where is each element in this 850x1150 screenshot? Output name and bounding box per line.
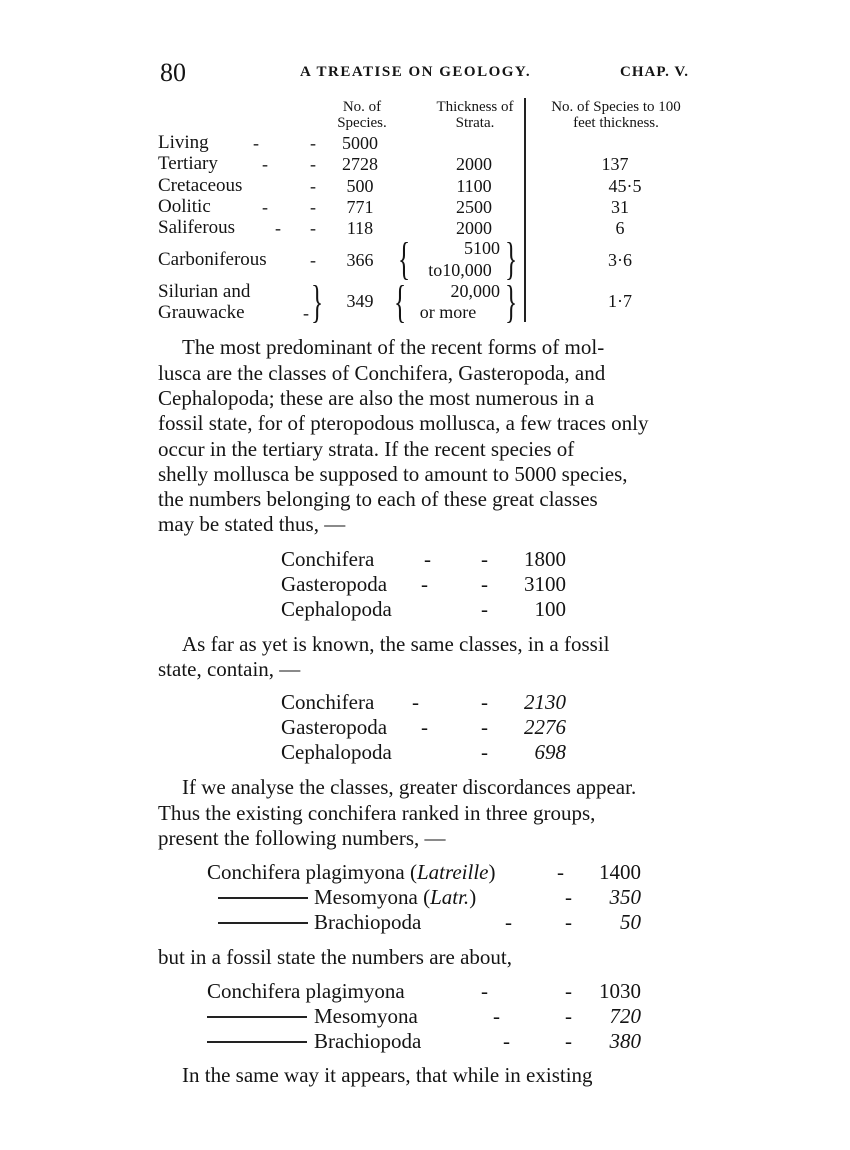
- right-brace: }: [310, 276, 324, 327]
- right-brace: }: [504, 233, 518, 284]
- list-item-value: 2130: [524, 690, 566, 714]
- leader-dash: -: [565, 885, 572, 909]
- table-header-thickness: Thickness of Strata.: [436, 99, 514, 131]
- list-item-name: Brachiopoda: [314, 910, 422, 934]
- leader-dash: -: [424, 547, 431, 571]
- list-item-name: Cephalopoda: [281, 740, 392, 764]
- leader-dash: -: [310, 154, 316, 174]
- text-line: Cephalopoda; these are also the most numerous in a: [158, 386, 595, 410]
- text-line: As far as yet is known, the same classes, in a fossil: [182, 632, 610, 656]
- table-cell-species: 500: [346, 176, 374, 196]
- leader-dash: -: [481, 715, 488, 739]
- table-cell-thickness-lower: to10,000: [428, 260, 492, 280]
- leader-dash: -: [262, 197, 268, 217]
- text-line: If we analyse the classes, greater discordances appear.: [182, 775, 637, 799]
- table-cell-species: 349: [346, 291, 374, 311]
- left-brace: {: [397, 233, 411, 284]
- authority: Latreille: [416, 860, 489, 884]
- list-item-value: 720: [609, 1004, 641, 1028]
- ditto-rule: [218, 897, 308, 899]
- leader-dash: -: [565, 1029, 572, 1053]
- table-cell-ratio: 3·6: [608, 250, 632, 270]
- text-line: The most predominant of the recent forms of mol-: [182, 335, 605, 359]
- paren: ): [488, 860, 496, 884]
- table-row-label: Cretaceous: [158, 175, 243, 196]
- leader-dash: -: [493, 1004, 500, 1028]
- list-item-name: Gasteropoda: [281, 715, 388, 739]
- table-cell-species: 771: [346, 197, 374, 217]
- list-item-name: Mesomyona: [314, 1004, 418, 1028]
- table-cell-species: 118: [346, 218, 374, 238]
- text-line: Thus the existing conchifera ranked in three groups,: [158, 801, 596, 825]
- leader-dash: -: [275, 218, 281, 238]
- table-cell-ratio: 137: [601, 154, 629, 174]
- text-line: present the following numbers, —: [158, 826, 446, 850]
- table-cell-species: 5000: [342, 133, 378, 153]
- list-item-row: [207, 860, 496, 885]
- text-line: lusca are the classes of Conchifera, Gasteropoda, and: [158, 361, 606, 385]
- leader-dash: -: [310, 218, 316, 238]
- list-item-value: 100: [534, 597, 566, 621]
- list-item-value: 698: [534, 740, 566, 764]
- leader-dash: -: [565, 910, 572, 934]
- table-cell-thickness-lower: or more: [419, 302, 477, 322]
- table-row-label: Oolitic: [158, 196, 211, 217]
- table-cell-thickness: 1100: [456, 176, 492, 196]
- text-line: fossil state, for of pteropodous mollusca, a few traces only: [158, 411, 649, 435]
- list-item-name: Conchifera: [281, 547, 375, 571]
- text-line: may be stated thus, —: [158, 512, 346, 536]
- leader-dash: -: [481, 979, 488, 1003]
- paren: (: [409, 860, 417, 884]
- left-brace: {: [393, 276, 407, 327]
- chapter-label: CHAP. V.: [620, 64, 689, 80]
- text-line: but in a fossil state the numbers are about,: [158, 945, 512, 969]
- right-brace: }: [504, 276, 518, 327]
- table-header-ratio: No. of Species to 100 feet thickness.: [551, 99, 681, 131]
- list-item-name: Mesomyona: [314, 885, 418, 909]
- list-item-row: [314, 885, 476, 910]
- table-cell-ratio: 31: [611, 197, 629, 217]
- leader-dash: -: [481, 547, 488, 571]
- leader-dash: -: [310, 250, 316, 270]
- leader-dash: -: [481, 597, 488, 621]
- leader-dash: -: [481, 572, 488, 596]
- leader-dash: -: [421, 715, 428, 739]
- text-line: state, contain, —: [158, 657, 301, 681]
- table-cell-thickness: 2000: [456, 154, 492, 174]
- table-cell-thickness-upper: 5100: [464, 238, 500, 258]
- leader-dash: -: [481, 690, 488, 714]
- list-item-value: 380: [609, 1029, 641, 1053]
- list-item-name: Gasteropoda: [281, 572, 388, 596]
- leader-dash: -: [310, 176, 316, 196]
- list-item-value: 1400: [599, 860, 641, 884]
- paren: (: [423, 885, 431, 909]
- list-item-name: Conchifera: [281, 690, 375, 714]
- page-number: 80: [160, 58, 186, 87]
- leader-dash: -: [412, 690, 419, 714]
- list-item-value: 1030: [599, 979, 641, 1003]
- authority: Latr.: [430, 885, 470, 909]
- list-item-name: Brachiopoda: [314, 1029, 422, 1053]
- leader-dash: -: [303, 303, 309, 323]
- paren: ): [469, 885, 477, 909]
- text-line: the numbers belonging to each of these great classes: [158, 487, 598, 511]
- table-row-label: Grauwacke: [158, 302, 245, 323]
- leader-dash: -: [505, 910, 512, 934]
- list-item-value: 3100: [524, 572, 566, 596]
- table-row-label: Tertiary: [158, 153, 218, 174]
- list-item-value: 1800: [524, 547, 566, 571]
- leader-dash: -: [557, 860, 564, 884]
- table-row-label: Saliferous: [158, 217, 236, 238]
- list-item-name: Conchifera plagimyona: [207, 860, 405, 884]
- table-row-label: Silurian and: [158, 281, 251, 302]
- table-header-species: No. of Species.: [337, 99, 387, 131]
- ditto-rule: [207, 1041, 307, 1043]
- leader-dash: -: [481, 740, 488, 764]
- table-row-label: Living: [158, 132, 209, 153]
- text-line: shelly mollusca be supposed to amount to 5000 species,: [158, 462, 628, 486]
- list-item-value: 350: [609, 885, 641, 909]
- ditto-rule: [218, 922, 308, 924]
- leader-dash: -: [310, 133, 316, 153]
- running-title: A TREATISE ON GEOLOGY.: [300, 64, 532, 80]
- list-item-name: Conchifera plagimyona: [207, 979, 405, 1003]
- table-cell-species: 366: [346, 250, 374, 270]
- table-row-label: Carboniferous: [158, 249, 267, 270]
- leader-dash: -: [503, 1029, 510, 1053]
- list-item-value: 2276: [524, 715, 566, 739]
- table-cell-ratio: 1·7: [608, 291, 632, 311]
- table-cell-ratio: 45·5: [608, 176, 642, 196]
- leader-dash: -: [310, 197, 316, 217]
- table-divider: [524, 98, 526, 322]
- text-line: occur in the tertiary strata. If the recent species of: [158, 437, 575, 461]
- list-item-value: 50: [620, 910, 641, 934]
- list-item-name: Cephalopoda: [281, 597, 392, 621]
- table-cell-thickness: 2000: [456, 218, 492, 238]
- table-cell-thickness: 2500: [456, 197, 492, 217]
- leader-dash: -: [565, 1004, 572, 1028]
- leader-dash: -: [565, 979, 572, 1003]
- table-cell-thickness-upper: 20,000: [450, 281, 500, 301]
- table-cell-ratio: 6: [615, 218, 625, 238]
- leader-dash: -: [253, 133, 259, 153]
- leader-dash: -: [262, 154, 268, 174]
- ditto-rule: [207, 1016, 307, 1018]
- table-cell-species: 2728: [342, 154, 378, 174]
- leader-dash: -: [421, 572, 428, 596]
- text-line: In the same way it appears, that while in existing: [182, 1063, 593, 1087]
